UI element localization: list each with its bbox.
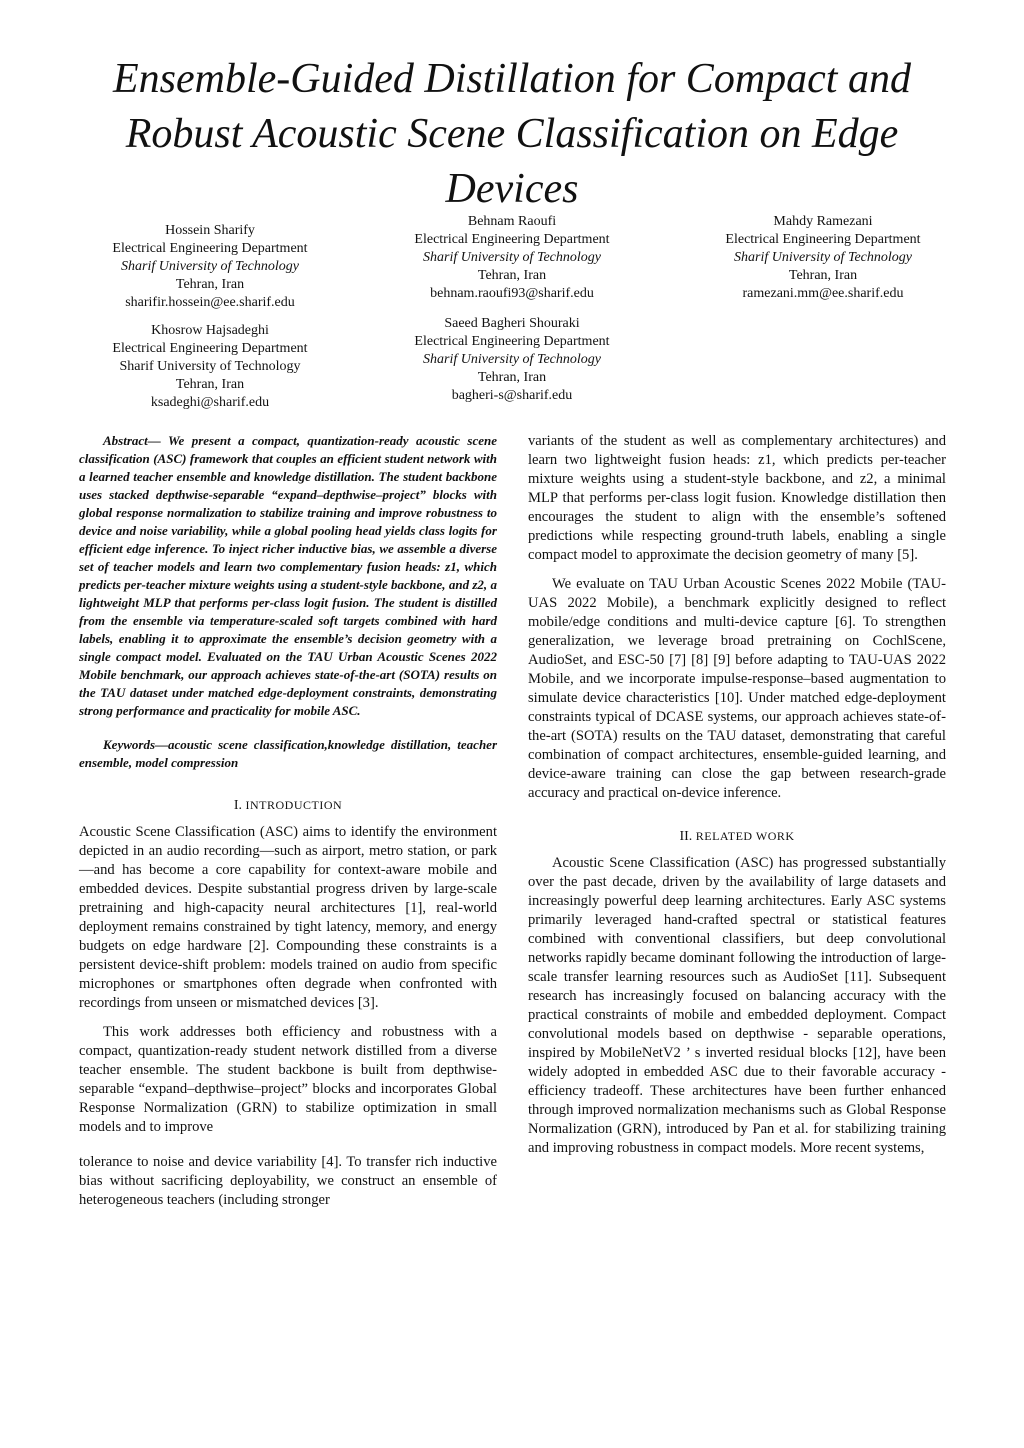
- author-name: Behnam Raoufi: [467, 214, 557, 229]
- author-name: Khosrow Hajsadeghi: [151, 323, 269, 338]
- author-city: Tehran, Iran: [175, 277, 245, 292]
- section-title: INTRODUCTION: [245, 798, 343, 812]
- author-univ: Sharif University of Technology: [734, 250, 912, 265]
- section-title: RELATED WORK: [695, 829, 795, 843]
- author-name: Mahdy Ramezani: [773, 214, 873, 229]
- author-block: [90, 222, 330, 312]
- section-number: II.: [679, 829, 693, 844]
- body-paragraph: Acoustic Scene Classification (ASC) aims to identify the environment depicted in an audio recording—such as airport, metro station, or park—and has become a core capability for context-aware mobile and embedded devices. Despite substantial progress driven by large-scale pretraining and high-capacity neural architectures [1], real-world deployment remains constrained by tight latency, memory, and energy budgets on edge hardware [2]. Compounding these constraints is a persistent device-shift problem: models trained on audio from specific microphones or smartphones often degrade when confronted with recordings from unseen or mismatched devices [3].: [79, 824, 497, 1011]
- author-block: [392, 213, 632, 303]
- author-city: Tehran, Iran: [477, 268, 547, 283]
- author-name: Hossein Sharify: [165, 223, 255, 238]
- author-name: Saeed Bagheri Shouraki: [444, 316, 580, 331]
- author-city: Tehran, Iran: [477, 370, 547, 385]
- author-block: [392, 315, 632, 405]
- author-email: ksadeghi@sharif.edu: [150, 395, 270, 410]
- author-email: ramezani.mm@ee.sharif.edu: [742, 286, 904, 301]
- author-univ: Sharif University of Technology: [119, 359, 301, 374]
- author-dept: Electrical Engineering Department: [725, 232, 921, 247]
- author-block: [83, 322, 337, 412]
- author-dept: Electrical Engineering Department: [414, 334, 610, 349]
- keywords: Keywords—acoustic scene classification,knowledge distillation, teacher ensemble, model compression: [79, 737, 497, 770]
- body-paragraph: Acoustic Scene Classification (ASC) has progressed substantially over the past decade, driven by the availability of large datasets and increasingly powerful deep learning architectures. Early ASC systems primarily leveraged hand-crafted spectral or statistical features combined with conventional classifiers, but deep convolutional networks rapidly became dominant following the introduction of large-scale transfer learning resources such as AudioSet [11]. Subsequent research has increasingly focused on balancing accuracy with the practical constraints of mobile and embedded deployment. Compact convolutional models based on depthwise - separable operations, inspired by MobileNetV2 ’ s inverted residual blocks [12], have been widely adopted in embedded ASC due to their favorable accuracy - efficiency tradeoff. These architectures have been further enhanced through improved normalization mechanisms such as Global Response Normalization (GRN), introduced by Pan et al. for stabilizing training and improving robustness in compact models. More recent systems,: [528, 855, 946, 1156]
- body-paragraph: This work addresses both efficiency and robustness with a compact, quantization-ready student network distilled from a diverse teacher ensemble. The student backbone is built from depthwise-separable “expand–depthwise–project” blocks and incorporates Global Response Normalization (GRN) to stabilize optimization in small models and to improve: [79, 1024, 497, 1135]
- right-column: [528, 432, 946, 1158]
- body-paragraph: We evaluate on TAU Urban Acoustic Scenes 2022 Mobile (TAU-UAS 2022 Mobile), a benchmark explicitly designed to reflect mobile/edge conditions and multi-device capture [6]. To strengthen generalization, we leverage broad pretraining on CochlScene, AudioSet, and ESC-50 [7] [8] [9] before adapting to TAU-UAS 2022 Mobile, and we incorporate impulse-response–based augmentation to simulate device characteristics [10]. Under matched edge-deployment constraints typical of DCASE systems, our approach achieves state-of-the-art (SOTA) results on the TAU dataset, demonstrating that careful combination of compact architectures, ensemble-guided learning, and device-aware training can close the gap between research-grade accuracy and practical on-device inference.: [528, 576, 946, 801]
- author-univ: Sharif University of Technology: [423, 250, 601, 265]
- author-block: [703, 213, 943, 303]
- author-city: Tehran, Iran: [788, 268, 858, 283]
- author-dept: Electrical Engineering Department: [112, 241, 308, 256]
- body-paragraph: tolerance to noise and device variability [4]. To transfer rich inductive bias without sacrificing deployability, we construct an ensemble of heterogeneous teachers (including stronger: [79, 1154, 497, 1208]
- section-heading-related-work: [528, 827, 946, 846]
- author-dept: Electrical Engineering Department: [414, 232, 610, 247]
- section-number: I.: [233, 798, 242, 813]
- section-heading-introduction: [79, 796, 497, 815]
- abstract: Abstract— We present a compact, quantization-ready acoustic scene classification (ASC) framework that couples an efficient student network with a learned teacher ensemble and knowledge distillation. The student backbone uses stacked depthwise-separable “expand–depthwise–project” blocks with global response normalization to stabilize training and improve robustness to device and noise variability, while a global pooling head yields class logits for efficient edge inference. To inject richer inductive bias, we assemble a diverse set of teacher models and learn two complementary fusion heads: z1, which predicts per-teacher mixture weights using a student-style backbone, and z2, a lightweight MLP that performs per-class logit fusion. The student is distilled from the ensemble via temperature-scaled soft targets combined with hard labels, enabling it to approximate the ensemble’s decision geometry with a single compact model. Evaluated on the TAU Urban Acoustic Scenes 2022 Mobile benchmark, our approach achieves state-of-the-art (SOTA) results on the TAU dataset under matched edge-deployment constraints, demonstrating strong performance and practicality for mobile ASC.: [79, 433, 497, 718]
- author-email: sharifir.hossein@ee.sharif.edu: [125, 295, 295, 310]
- author-email: bagheri-s@sharif.edu: [451, 388, 573, 403]
- author-dept: Electrical Engineering Department: [112, 341, 308, 356]
- author-email: behnam.raoufi93@sharif.edu: [430, 286, 594, 301]
- author-univ: Sharif University of Technology: [121, 259, 299, 274]
- body-paragraph: variants of the student as well as complementary architectures) and learn two lightweight fusion heads: z1, which predicts per-teacher mixture weights using a student-style backbone, and z2, a minimal MLP that performs per-class logit fusion. Knowledge distillation then encourages the student to align with the ensemble’s softened predictions while respecting ground-truth labels, enabling a single compact model to approximate the decision geometry of many [5].: [528, 433, 946, 563]
- author-univ: Sharif University of Technology: [423, 352, 601, 367]
- author-city: Tehran, Iran: [175, 377, 245, 392]
- paper-title: Ensemble-Guided Distillation for Compact and Robust Acoustic Scene Classification on Edge Devices: [113, 56, 911, 212]
- left-column: [79, 432, 497, 1210]
